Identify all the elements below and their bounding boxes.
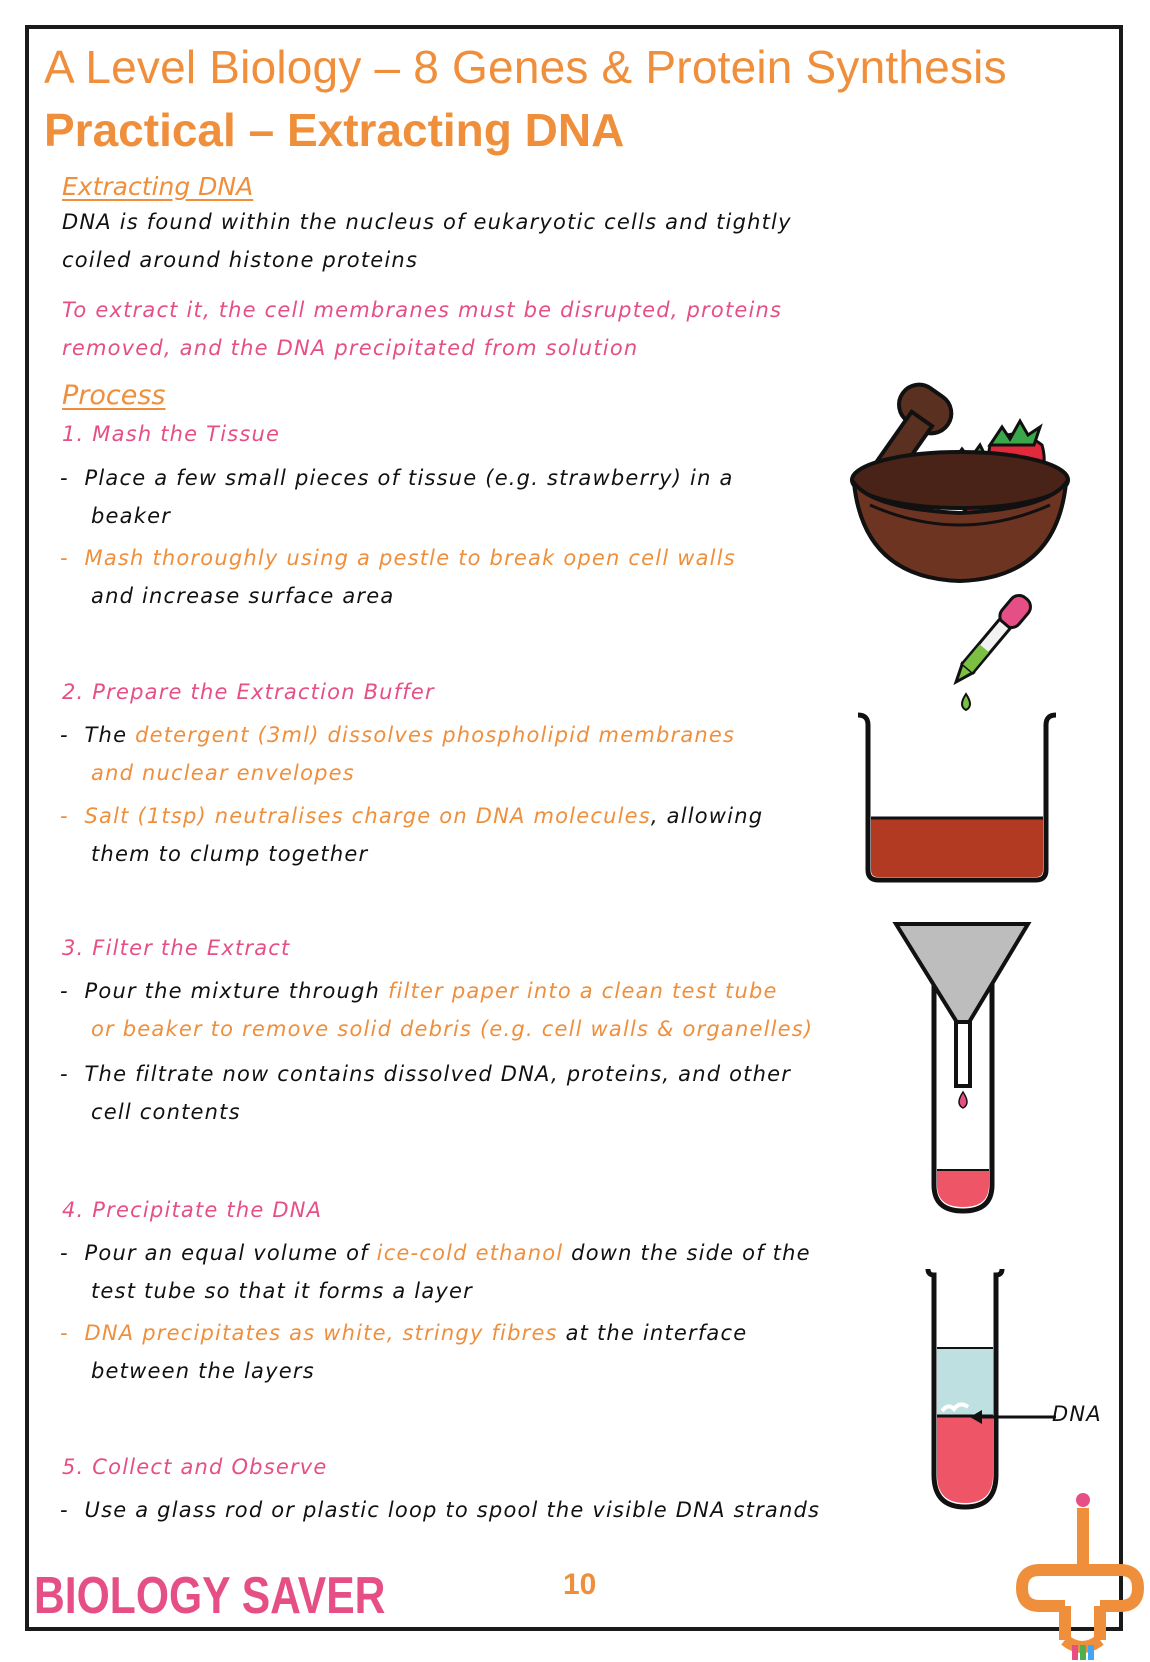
trna-icon (1010, 1490, 1150, 1660)
brand-logo: BIOLOGY SAVER (34, 1567, 386, 1625)
bullet-item: - Place a few small pieces of tissue (e.g. strawberry) in a (60, 466, 734, 490)
page-title: A Level Biology – 8 Genes & Protein Synthesis (44, 41, 1007, 93)
step-title: 1. Mash the Tissue (62, 422, 281, 446)
bullet-continuation: them to clump together (91, 842, 369, 866)
step-title: 5. Collect and Observe (62, 1455, 328, 1479)
section-heading-process: Process (62, 380, 166, 411)
step-title: 3. Filter the Extract (62, 936, 291, 960)
mortar-pestle-icon (840, 375, 1070, 585)
test-tube-layers-icon (920, 1265, 1010, 1515)
bullet-continuation: between the layers (91, 1359, 315, 1383)
dna-label: DNA (1052, 1402, 1102, 1426)
bullet-item: - Mash thoroughly using a pestle to break open cell walls (60, 546, 736, 570)
section-heading-extracting-dna: Extracting DNA (62, 172, 254, 201)
bullet-item: - Salt (1tsp) neutralises charge on DNA molecules, allowing (60, 804, 764, 828)
bullet-continuation: and nuclear envelopes (91, 761, 355, 785)
bullet-continuation: beaker (91, 504, 172, 528)
bullet-continuation: or beaker to remove solid debris (e.g. cell walls & organelles) (91, 1017, 814, 1041)
page-subtitle: Practical – Extracting DNA (44, 104, 625, 156)
bullet-item: - The detergent (3ml) dissolves phospholipid membranes (60, 723, 736, 747)
bullet-item: - Pour the mixture through filter paper into a clean test tube (60, 979, 778, 1003)
bullet-item: - The filtrate now contains dissolved DNA, proteins, and other (60, 1062, 792, 1086)
bullet-item: - DNA precipitates as white, stringy fibres at the interface (60, 1321, 748, 1345)
bullet-item: - Use a glass rod or plastic loop to spool the visible DNA strands (60, 1498, 821, 1522)
intro-text-line: DNA is found within the nucleus of eukaryotic cells and tightly (62, 210, 792, 234)
intro-text-line: coiled around histone proteins (62, 248, 419, 272)
beaker-pipette-icon (850, 590, 1060, 885)
bullet-continuation: and increase surface area (91, 584, 395, 608)
intro-highlight-line: To extract it, the cell membranes must be disrupted, proteins (62, 298, 783, 322)
step-title: 2. Prepare the Extraction Buffer (62, 680, 435, 704)
step-title: 4. Precipitate the DNA (62, 1198, 323, 1222)
dna-arrow-icon (968, 1405, 1058, 1429)
page-number: 10 (563, 1568, 597, 1601)
bullet-continuation: cell contents (91, 1100, 241, 1124)
intro-highlight-line: removed, and the DNA precipitated from solution (62, 336, 639, 360)
funnel-test-tube-icon (890, 920, 1040, 1220)
bullet-item: - Pour an equal volume of ice-cold ethanol down the side of the (60, 1241, 811, 1265)
bullet-continuation: test tube so that it forms a layer (91, 1279, 473, 1303)
